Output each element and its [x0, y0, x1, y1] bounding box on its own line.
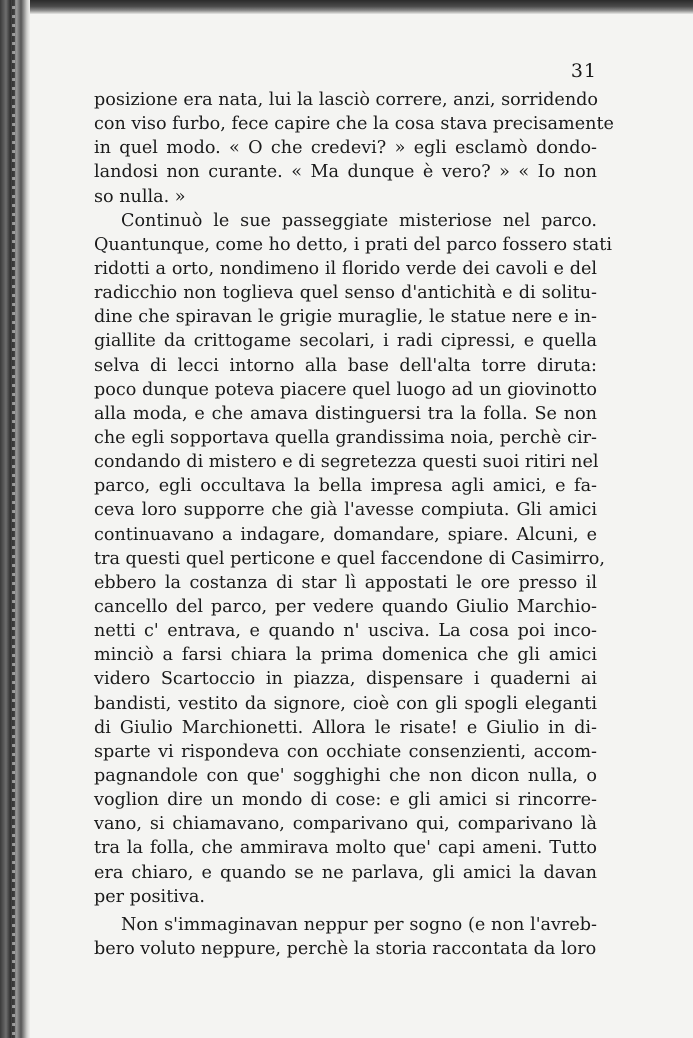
body-text	[94, 88, 614, 961]
text-line: giallite da crittogame secolari, i radi cipressi, e quella	[94, 331, 597, 352]
text-line: in quel modo. « O che credevi? » egli esclamò dondo-	[94, 138, 597, 159]
text-line: alla moda, e che amava distinguersi tra la folla. Se non	[94, 403, 597, 424]
text-line: che egli sopportava quella grandissima noia, perchè cir-	[94, 427, 597, 448]
text-line: sparte vi rispondeva con occhiate consenzienti, accom-	[94, 741, 597, 762]
text-line: ridotti a orto, nondimeno il florido verde dei cavoli e del	[94, 258, 597, 279]
text-line: pagnandole con que' sogghighi che non dicon nulla, o	[94, 765, 597, 786]
text-line: netti c' entrava, e quando n' usciva. La cosa poi inco-	[94, 621, 597, 642]
text-line: tra questi quel perticone e quel faccendone di Casimirro,	[94, 548, 605, 569]
text-line: continuavano a indagare, domandare, spiare. Alcuni, e	[94, 524, 597, 545]
text-line: dine che spiravan le grigie muraglie, le statue nere e in-	[94, 307, 597, 328]
text-line: radicchio non toglieva quel senso d'antichità e di solitu-	[94, 283, 597, 304]
text-line: so nulla. »	[94, 186, 186, 207]
text-line: posizione era nata, lui la lasciò correre, anzi, sorridendo	[94, 90, 599, 110]
text-line: di Giulio Marchionetti. Allora le risate! e Giulio in di-	[94, 717, 597, 738]
text-line: condando di mistero e di segretezza questi suoi ritiri nel	[94, 452, 599, 473]
page-top-shadow	[0, 0, 693, 14]
text-line: bero voluto neppure, perchè la storia raccontata da loro	[94, 938, 597, 959]
text-line: con viso furbo, fece capire che la cosa stava precisamente	[94, 114, 614, 135]
text-line: Quantunque, come ho detto, i prati del parco fossero stati	[94, 234, 612, 255]
text-line: tra la folla, che ammirava molto que' capi ameni. Tutto	[94, 838, 597, 859]
text-line: bandisti, vestito da signore, cioè con gli spogli eleganti	[94, 693, 597, 714]
text-line: cancello del parco, per vedere quando Giulio Marchio-	[94, 596, 597, 617]
text-line: vano, si chiamavano, comparivano qui, comparivano là	[94, 814, 597, 835]
text-line: per positiva.	[94, 886, 205, 907]
text-line: parco, egli occultava la bella impresa agli amici, e fa-	[94, 476, 597, 497]
text-line: ebbero la costanza di star lì appostati le ore presso il	[94, 572, 597, 593]
text-line: selva di lecci intorno alla base dell'alta torre diruta:	[94, 355, 597, 376]
text-line: era chiaro, e quando se ne parlava, gli amici la davan	[94, 862, 597, 883]
book-binding-edge	[0, 0, 30, 1038]
text-line: Continuò le sue passeggiate misteriose nel parco.	[121, 210, 597, 231]
text-line: poco dunque poteva piacere quel luogo ad un giovinotto	[94, 379, 597, 400]
page-number: 31	[570, 60, 597, 82]
text-line: videro Scartoccio in piazza, dispensare i quaderni ai	[94, 669, 597, 690]
text-line: Non s'immaginavan neppur per sogno (e non l'avreb-	[121, 914, 597, 935]
text-line: landosi non curante. « Ma dunque è vero? » « Io non	[94, 162, 597, 183]
text-line: voglion dire un mondo di cose: e gli amici si rincorre-	[94, 790, 597, 811]
text-line: ceva loro supporre che già l'avesse compiuta. Gli amici	[94, 500, 597, 521]
text-line: minciò a farsi chiara la prima domenica che gli amici	[94, 645, 597, 666]
